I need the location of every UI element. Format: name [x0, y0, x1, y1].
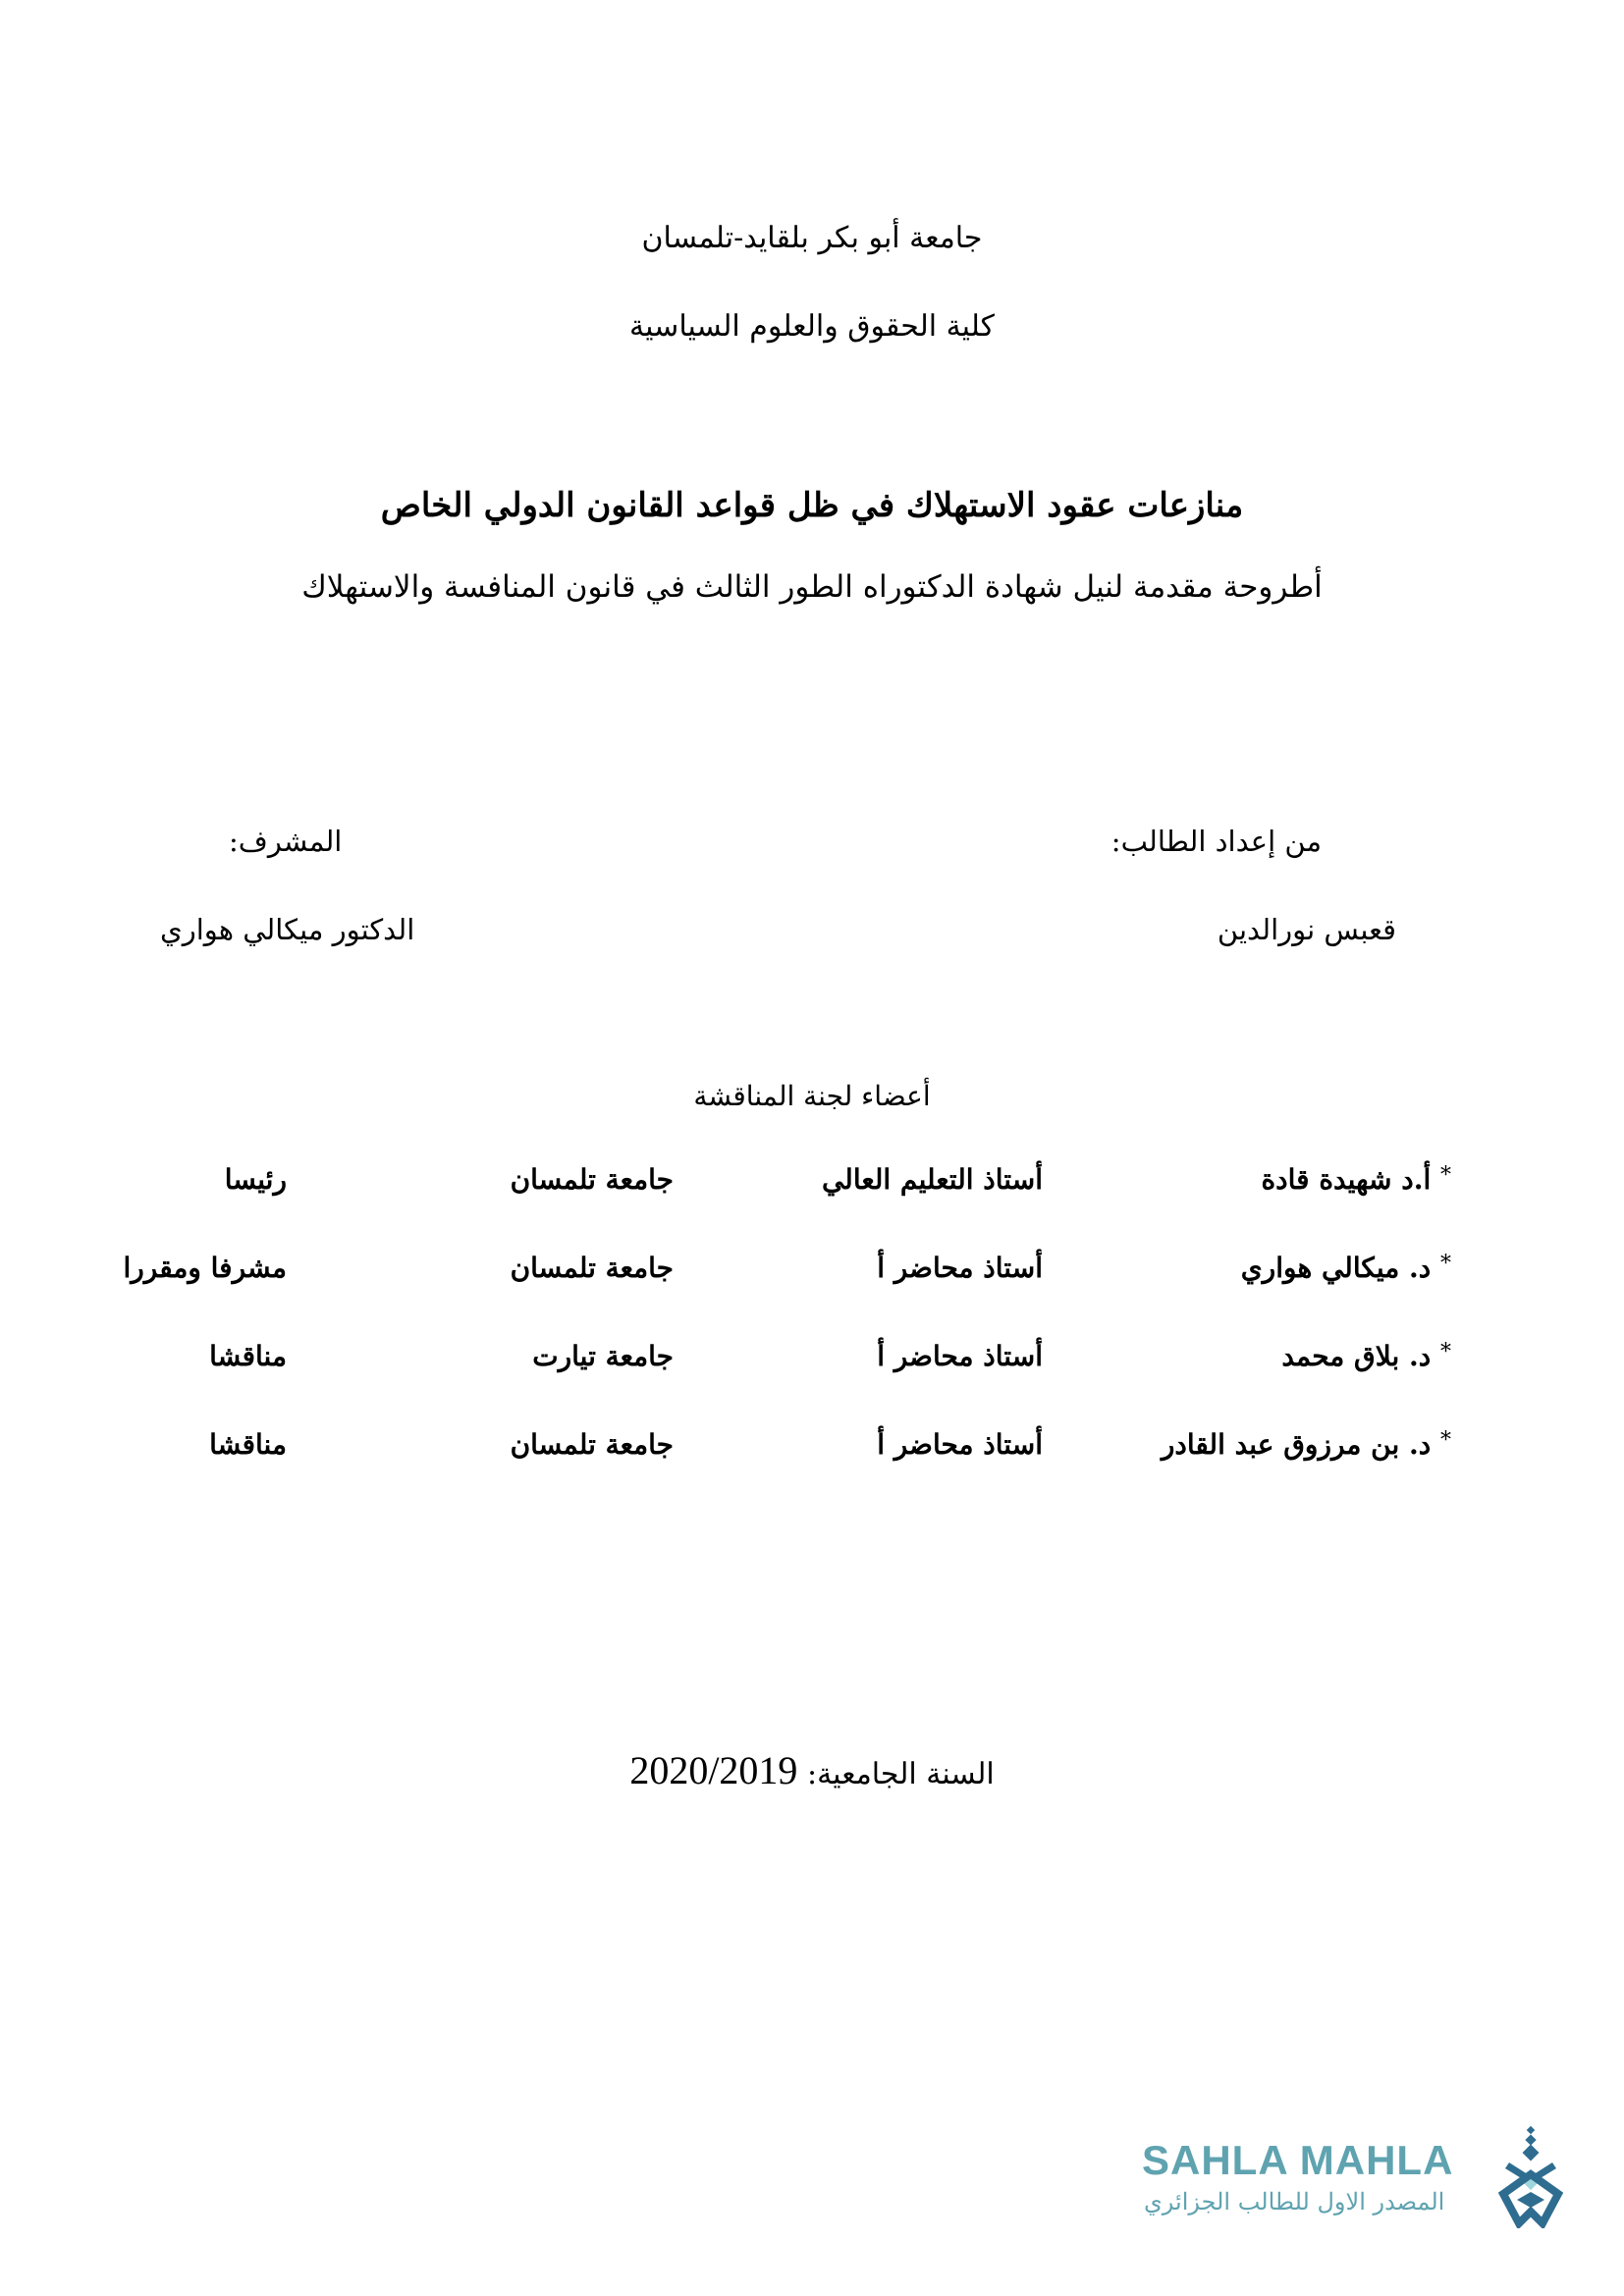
supervisor-label: المشرف: [229, 825, 343, 858]
jury-member-role: رئيسا [224, 1163, 287, 1196]
asterisk-marker: * [1440, 1163, 1451, 1188]
jury-member-name: * أ.د شهيدة قادة [1261, 1163, 1451, 1196]
university-name: جامعة أبو بكر بلقايد-تلمسان [641, 221, 983, 255]
jury-member-university: جامعة تلمسان [510, 1428, 674, 1461]
watermark-tagline: المصدر الاول للطالب الجزائري [1144, 2188, 1445, 2216]
watermark-brand: SAHLA MAHLA [1142, 2137, 1454, 2183]
jury-member-role: مناقشا [209, 1340, 287, 1372]
jury-heading: أعضاء لجنة المناقشة [693, 1080, 931, 1112]
jury-member-name: * د. بن مرزوق عبد القادر [1161, 1428, 1451, 1461]
academic-year [0, 1747, 1624, 1793]
jury-member-university: جامعة تلمسان [510, 1252, 674, 1284]
asterisk-marker: * [1440, 1252, 1451, 1276]
student-name: قعبس نورالدين [1217, 913, 1396, 946]
jury-row [0, 1340, 1624, 1389]
asterisk-marker: * [1440, 1428, 1451, 1453]
thesis-subtitle: أطروحة مقدمة لنيل شهادة الدكتوراه الطور الثالث في قانون المنافسة والاستهلاك [301, 569, 1323, 605]
student-label: من إعداد الطالب: [1110, 825, 1322, 858]
jury-member-rank: أستاذ محاضر أ [877, 1252, 1043, 1284]
jury-member-rank: أستاذ محاضر أ [877, 1428, 1043, 1461]
jury-row [0, 1428, 1624, 1477]
jury-row [0, 1163, 1624, 1212]
jury-member-university: جامعة تيارت [532, 1340, 674, 1372]
jury-member-role: مناقشا [209, 1428, 287, 1461]
jury-member-name: * د. ميكالي هواري [1240, 1252, 1451, 1284]
jury-member-rank: أستاذ التعليم العالي [821, 1163, 1043, 1196]
jury-member-role: مشرفا ومقررا [123, 1252, 287, 1284]
asterisk-marker: * [1440, 1340, 1451, 1364]
academic-year-value: 2020/2019 [629, 1748, 798, 1792]
sahla-mahla-watermark [1134, 2125, 1566, 2233]
academic-year-label: السنة الجامعية: [806, 1757, 995, 1791]
supervisor-name: الدكتور ميكالي هواري [160, 913, 415, 946]
faculty-name: كلية الحقوق والعلوم السياسية [629, 309, 995, 344]
jury-member-rank: أستاذ محاضر أ [877, 1340, 1043, 1372]
jury-member-university: جامعة تلمسان [510, 1163, 674, 1196]
sahla-mahla-logo-icon [1495, 2125, 1566, 2228]
jury-member-name: * د. بلاق محمد [1281, 1340, 1451, 1372]
thesis-title: منازعات عقود الاستهلاك في ظل قواعد القانون الدولي الخاص [380, 486, 1244, 525]
jury-row [0, 1252, 1624, 1301]
